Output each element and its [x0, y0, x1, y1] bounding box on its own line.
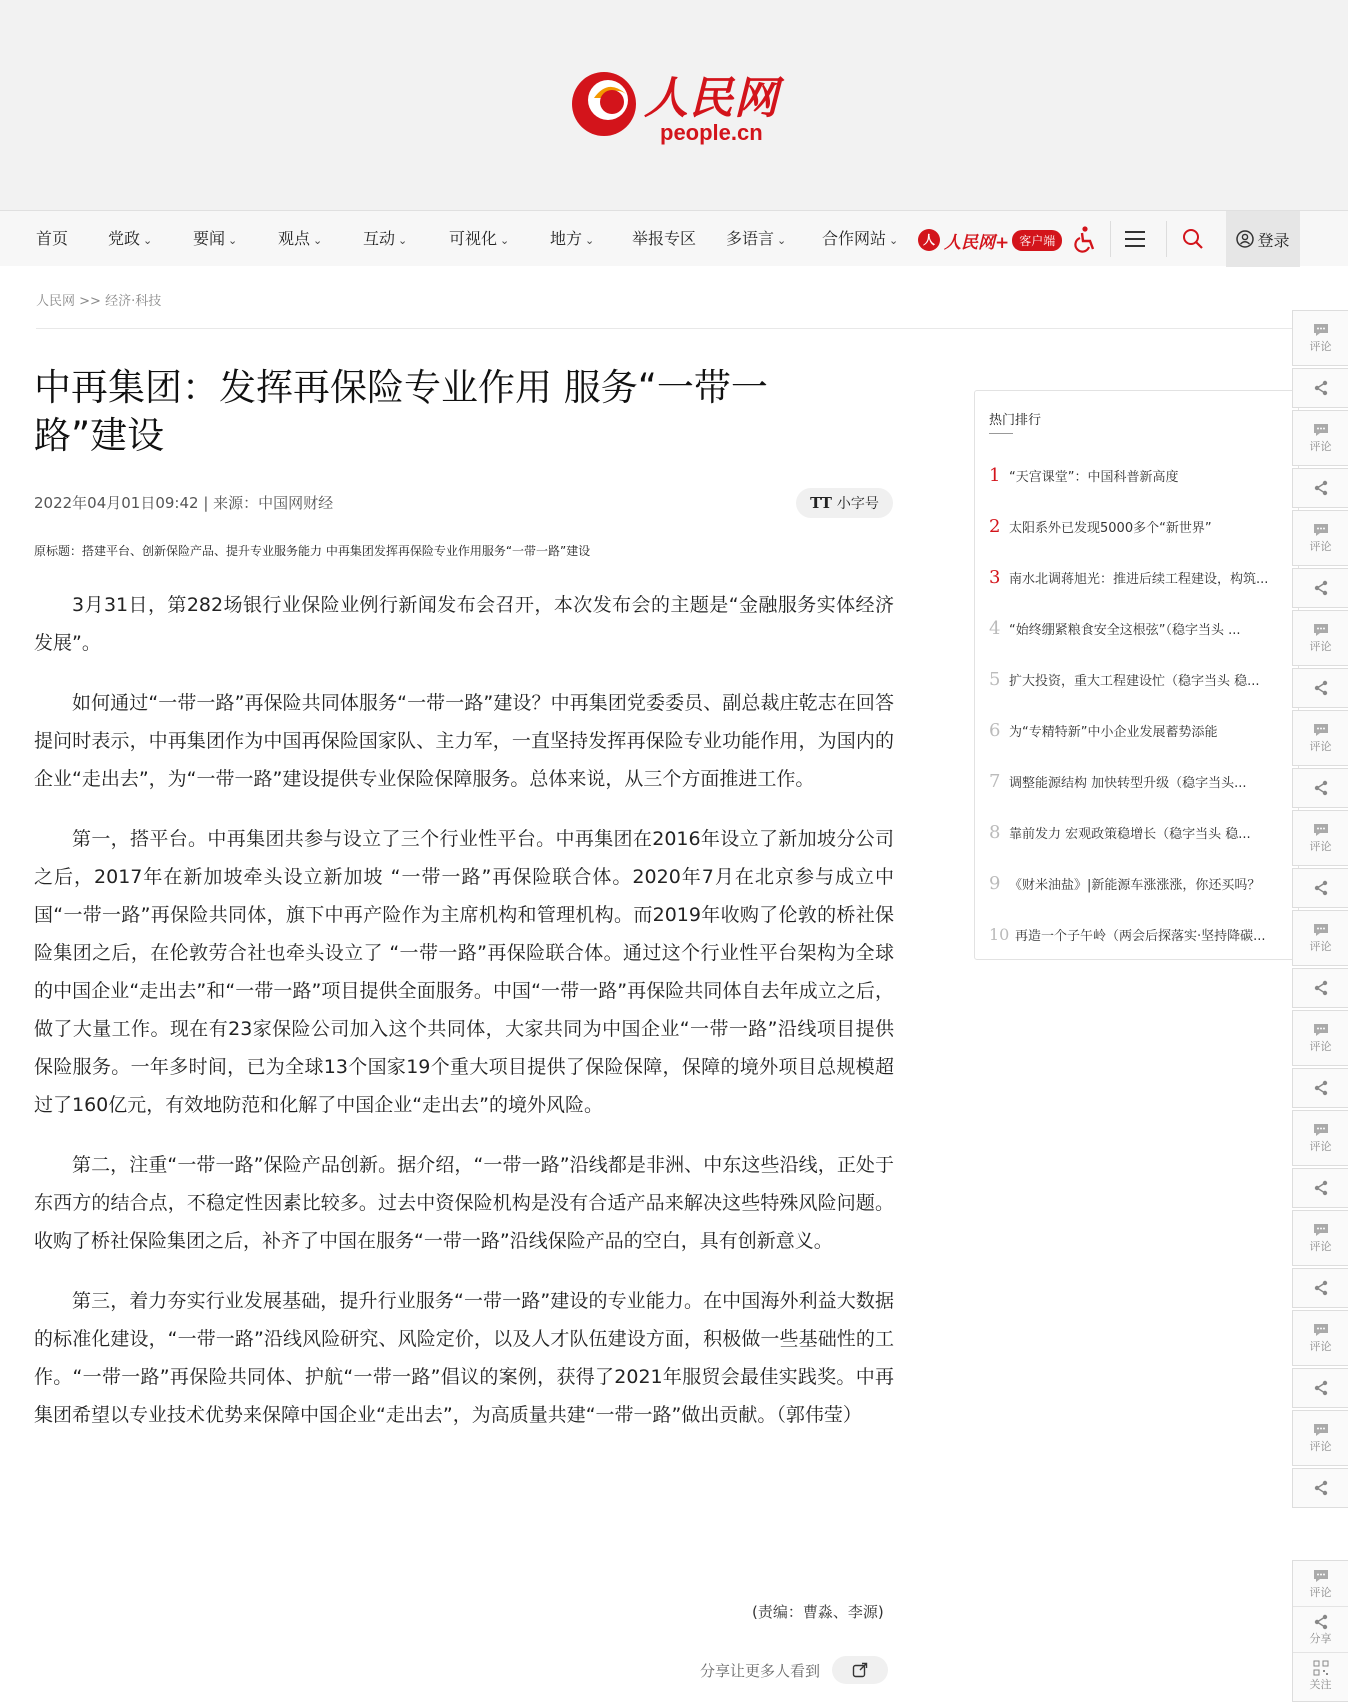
hot-item[interactable]	[989, 461, 1289, 489]
sidebar-share-button[interactable]	[1293, 1607, 1348, 1653]
hot-rank: 10	[989, 924, 1010, 944]
share-icon	[1313, 1280, 1329, 1296]
sidebar-block	[1292, 710, 1348, 810]
comment-icon	[1312, 1568, 1330, 1584]
hot-title-underline	[989, 433, 1013, 434]
sidebar-follow-button[interactable]	[1293, 1653, 1348, 1699]
hot-ranking-panel	[974, 390, 1299, 960]
sidebar-share-label: 分享	[1309, 1631, 1332, 1645]
sidebar-share-button[interactable]	[1292, 1368, 1348, 1408]
main-nav	[0, 210, 1348, 266]
nav-item-news[interactable]	[193, 211, 237, 267]
sidebar-share-button[interactable]	[1292, 1468, 1348, 1508]
chevron-down-icon: ⌄	[228, 234, 238, 247]
breadcrumb-home[interactable]: 人民网	[36, 294, 76, 309]
sidebar-block	[1292, 610, 1348, 710]
nav-label: 观点	[278, 229, 311, 248]
share-icon	[1313, 1180, 1329, 1196]
nav-divider	[1166, 221, 1167, 257]
sidebar-share-button[interactable]	[1292, 768, 1348, 808]
sidebar-comment-button[interactable]	[1292, 1110, 1348, 1166]
sidebar-comment-label: 评论	[1309, 340, 1332, 353]
nav-label: 要闻	[193, 229, 226, 248]
share-icon	[1313, 780, 1329, 796]
nav-label: 举报专区	[632, 229, 697, 248]
sidebar-block	[1292, 1310, 1348, 1410]
sidebar-share-button[interactable]	[1292, 1268, 1348, 1308]
nav-item-report[interactable]	[632, 211, 696, 267]
hot-text: 《财米油盐》|新能源车涨涨涨，你还买吗？	[1009, 877, 1261, 893]
sidebar-comment-button[interactable]	[1292, 1010, 1348, 1066]
share-icon	[1313, 580, 1329, 596]
share-icon	[1313, 380, 1329, 396]
sidebar-share-button[interactable]	[1292, 1068, 1348, 1108]
hot-rank: 2	[989, 515, 1001, 537]
nav-item-opinion[interactable]	[278, 211, 322, 267]
nav-item-interact[interactable]	[363, 211, 407, 267]
sidebar-block	[1292, 510, 1348, 610]
nav-label: 首页	[36, 229, 69, 248]
hot-rank: 3	[989, 566, 1001, 588]
hot-text: 靠前发力 宏观政策稳增长（稳字当头 稳...	[1009, 826, 1251, 842]
sidebar-share-button[interactable]	[1292, 568, 1348, 608]
article-meta: 2022年04月01日09:42 | 来源：中国网财经	[34, 494, 334, 512]
chevron-down-icon: ⌄	[889, 234, 899, 247]
sidebar-comment-label: 评论	[1309, 740, 1332, 753]
nav-item-visual[interactable]	[449, 211, 509, 267]
nav-item-home[interactable]	[36, 211, 68, 267]
chevron-down-icon: ⌄	[143, 234, 153, 247]
font-size-icon: TT	[810, 494, 832, 512]
article-paragraph: 第一，搭平台。中再集团共参与设立了三个行业性平台。中再集团在2016年设立了新加坡分公司之后，2017年在新加坡牵头设立新加坡 “一带一路”再保险联合体。2020年7月在北京参与成立中国“一带一路”再保险共同体，旗下中再产险作为主席机构和管理机构。而2019年收购了伦敦的桥社保险集团之后，在伦敦劳合社也牵头设立了 “一带一路”再保险联合体。通过这个行业性平台架构为全球的中国企业“走出去”和“一带一路”项目提供全面服务。中国“一带一路”再保险共同体自去年成立之后，做了大量工作。现在有23家保险公司加入这个共同体，大家共同为中国企业“一带一路”沿线项目提供保险服务。一年多时间，已为全球13个国家19个重大项目提供了保险保障，保障的境外项目总规模超过了160亿元，有效地防范和化解了中国企业“走出去”的境外风险。	[34, 828, 894, 1116]
nav-label: 互动	[363, 229, 396, 248]
article-paragraph: 第三，着力夯实行业发展基础，提升行业服务“一带一路”建设的专业能力。在中国海外利益大数据的标准化建设，“一带一路”沿线风险研究、风险定价，以及人才队伍建设方面，积极做一些基础性的工作。“一带一路”再保险共同体、护航“一带一路”倡议的案例，获得了2021年服贸会最佳实践奖。中再集团希望以专业技术优势来保障中国企业“走出去”，为高质量共建“一带一路”做出贡献。（郭伟莹）	[34, 1290, 894, 1426]
sidebar-comment-label: 评论	[1309, 1040, 1332, 1053]
user-icon	[1236, 230, 1254, 248]
hot-text: 再造一个子午岭（两会后探落实·坚持降碳...	[1015, 928, 1266, 944]
comment-icon	[1312, 322, 1330, 338]
sidebar-comment-button[interactable]	[1292, 1310, 1348, 1366]
article-paragraph: 如何通过“一带一路”再保险共同体服务“一带一路”建设？中再集团党委委员、副总裁庄乾志在回答提问时表示，中再集团作为中国再保险国家队、主力军，一直坚持发挥再保险专业功能作用，为国内的企业“走出去”，为“一带一路”建设提供专业保险保障服务。总体来说，从三个方面推进工作。	[34, 692, 894, 790]
accessibility-icon[interactable]	[1067, 221, 1103, 257]
comment-icon	[1312, 1222, 1330, 1238]
sidebar-comment-label: 评论	[1309, 1585, 1332, 1599]
comment-icon	[1312, 1022, 1330, 1038]
hot-rank: 6	[989, 719, 1001, 741]
logo-en-text: people.cn	[660, 120, 763, 145]
header-divider	[36, 328, 1300, 329]
hot-rank: 9	[989, 872, 1001, 894]
app-download-link[interactable]	[918, 228, 1062, 252]
sidebar-block	[1292, 1110, 1348, 1210]
hot-text: “始终绷紧粮食安全这根弦”（稳字当头 ...	[1009, 622, 1241, 638]
hot-item[interactable]	[989, 716, 1289, 744]
nav-label: 党政	[108, 229, 141, 248]
share-out-icon	[852, 1662, 868, 1678]
sidebar-comment-button[interactable]	[1292, 1210, 1348, 1266]
comment-icon	[1312, 722, 1330, 738]
hot-text: 为“专精特新”中小企业发展蓄势添能	[1009, 724, 1218, 740]
hot-item[interactable]	[989, 818, 1289, 846]
hot-item[interactable]	[989, 563, 1289, 591]
comment-icon	[1312, 622, 1330, 638]
sidebar-comment-button[interactable]	[1292, 1410, 1348, 1466]
logo-emblem-icon	[568, 68, 640, 140]
site-header	[0, 0, 1348, 210]
hot-text: 调整能源结构 加快转型升级（稳字当头...	[1009, 775, 1247, 791]
share-icon	[1313, 1614, 1329, 1630]
share-icon	[1313, 880, 1329, 896]
nav-item-local[interactable]	[550, 211, 594, 267]
share-icon	[1313, 1480, 1329, 1496]
app-logo-icon: 人	[918, 229, 940, 251]
people-logo[interactable]	[568, 62, 788, 152]
hot-rank: 4	[989, 617, 1001, 639]
breadcrumb	[36, 290, 161, 309]
comment-icon	[1312, 522, 1330, 538]
floating-sidebar-bottom	[1292, 1560, 1348, 1702]
sidebar-block	[1292, 1010, 1348, 1110]
sidebar-share-button[interactable]	[1292, 868, 1348, 908]
sidebar-comment-button[interactable]	[1292, 310, 1348, 366]
hot-rank: 5	[989, 668, 1001, 690]
font-size-label: 小字号	[836, 496, 879, 512]
hot-ranking-title: 热门排行	[989, 413, 1042, 428]
menu-icon[interactable]	[1117, 221, 1153, 257]
comment-icon	[1312, 1322, 1330, 1338]
sidebar-comment-button[interactable]	[1292, 810, 1348, 866]
sidebar-comment-label: 评论	[1309, 940, 1332, 953]
sidebar-block	[1292, 1210, 1348, 1310]
sidebar-comment-label: 评论	[1309, 440, 1332, 453]
article-paragraph: 第二，注重“一带一路”保险产品创新。据介绍，“一带一路”沿线都是非洲、中东这些沿线，正处于东西方的结合点，不稳定性因素比较多。过去中资保险机构是没有合适产品来解决这些特殊风险问题。收购了桥社保险集团之后，补齐了中国在服务“一带一路”沿线保险产品的空白，具有创新意义。	[34, 1154, 894, 1252]
sidebar-comment-button[interactable]	[1292, 910, 1348, 966]
sidebar-share-button[interactable]	[1292, 968, 1348, 1008]
login-label: 登录	[1257, 230, 1290, 250]
nav-divider	[1110, 221, 1111, 257]
sidebar-block	[1292, 410, 1348, 510]
sidebar-comment-button[interactable]	[1293, 1561, 1348, 1607]
nav-label: 地方	[550, 229, 583, 248]
chevron-down-icon: ⌄	[398, 234, 408, 247]
nav-label: 多语言	[726, 229, 775, 248]
sidebar-share-button[interactable]	[1292, 668, 1348, 708]
logo-cn-text: 人民网	[644, 73, 779, 124]
sidebar-comment-button[interactable]	[1292, 410, 1348, 466]
share-icon	[1313, 1080, 1329, 1096]
article-body	[34, 586, 894, 1456]
breadcrumb-section[interactable]: 经济·科技	[105, 294, 162, 309]
hot-item[interactable]	[989, 512, 1289, 540]
hot-item[interactable]	[989, 614, 1289, 642]
hot-text: “天宫课堂”：中国科普新高度	[1009, 469, 1179, 485]
sidebar-comment-label: 评论	[1309, 840, 1332, 853]
comment-icon	[1312, 822, 1330, 838]
sidebar-block	[1292, 1410, 1348, 1510]
sidebar-share-button[interactable]	[1292, 468, 1348, 508]
search-icon[interactable]	[1175, 221, 1211, 257]
sidebar-comment-button[interactable]	[1292, 610, 1348, 666]
app-name: 人民网+	[944, 232, 1010, 253]
hot-text: 太阳系外已发现5000多个“新世界”	[1009, 520, 1212, 536]
chevron-down-icon: ⌄	[777, 234, 787, 247]
sidebar-comment-label: 评论	[1309, 540, 1332, 553]
sidebar-comment-label: 评论	[1309, 1240, 1332, 1253]
comment-icon	[1312, 922, 1330, 938]
share-button[interactable]	[832, 1656, 888, 1684]
breadcrumb-separator: >>	[75, 294, 106, 309]
nav-item-language[interactable]	[726, 211, 786, 267]
login-button[interactable]	[1226, 211, 1300, 267]
share-icon	[1313, 680, 1329, 696]
sidebar-block	[1292, 310, 1348, 410]
article-paragraph: 3月31日，第282场银行业保险业例行新闻发布会召开，本次发布会的主题是“金融服务实体经济发展”。	[34, 594, 894, 654]
nav-item-party[interactable]	[108, 211, 152, 267]
hot-text: 扩大投资，重大工程建设忙（稳字当头 稳...	[1009, 673, 1260, 689]
sidebar-share-button[interactable]	[1292, 1168, 1348, 1208]
comment-icon	[1312, 1422, 1330, 1438]
editor-credit: (责编：曹淼、李源)	[752, 1603, 884, 1621]
hot-rank: 7	[989, 770, 1001, 792]
share-icon	[1313, 480, 1329, 496]
sidebar-block	[1292, 910, 1348, 1010]
sidebar-block	[1292, 810, 1348, 910]
nav-label: 可视化	[449, 229, 498, 248]
hot-rank: 1	[989, 464, 1001, 486]
share-icon	[1313, 1380, 1329, 1396]
hot-item[interactable]	[989, 767, 1289, 795]
comment-icon	[1312, 422, 1330, 438]
app-badge: 客户端	[1012, 230, 1062, 251]
sidebar-comment-label: 评论	[1309, 640, 1332, 653]
share-row	[700, 1656, 888, 1684]
sidebar-comment-label: 评论	[1309, 1440, 1332, 1453]
comment-icon	[1312, 1122, 1330, 1138]
qrcode-icon	[1313, 1660, 1329, 1676]
original-title: 原标题：搭建平台、创新保险产品、提升专业服务能力 中再集团发挥再保险专业作用服务“一带一路”建设	[34, 544, 591, 558]
sidebar-share-button[interactable]	[1292, 368, 1348, 408]
sidebar-comment-label: 评论	[1309, 1340, 1332, 1353]
chevron-down-icon: ⌄	[313, 234, 323, 247]
hot-item[interactable]	[989, 869, 1289, 897]
hot-item[interactable]	[989, 665, 1289, 693]
nav-label: 合作网站	[822, 229, 887, 248]
sidebar-follow-label: 关注	[1309, 1678, 1332, 1691]
font-size-toggle[interactable]	[796, 488, 893, 518]
share-icon	[1313, 980, 1329, 996]
sidebar-comment-button[interactable]	[1292, 710, 1348, 766]
chevron-down-icon: ⌄	[585, 234, 595, 247]
hot-rank: 8	[989, 821, 1001, 843]
share-prompt: 分享让更多人看到	[700, 1661, 821, 1680]
hot-item[interactable]	[989, 920, 1289, 948]
nav-item-partners[interactable]	[822, 211, 898, 267]
sidebar-comment-button[interactable]	[1292, 510, 1348, 566]
sidebar-comment-label: 评论	[1309, 1140, 1332, 1153]
article-title: 中再集团：发挥再保险专业作用 服务“一带一路”建设	[34, 366, 768, 457]
chevron-down-icon: ⌄	[500, 234, 510, 247]
hot-text: 南水北调蒋旭光：推进后续工程建设，构筑...	[1009, 571, 1269, 587]
